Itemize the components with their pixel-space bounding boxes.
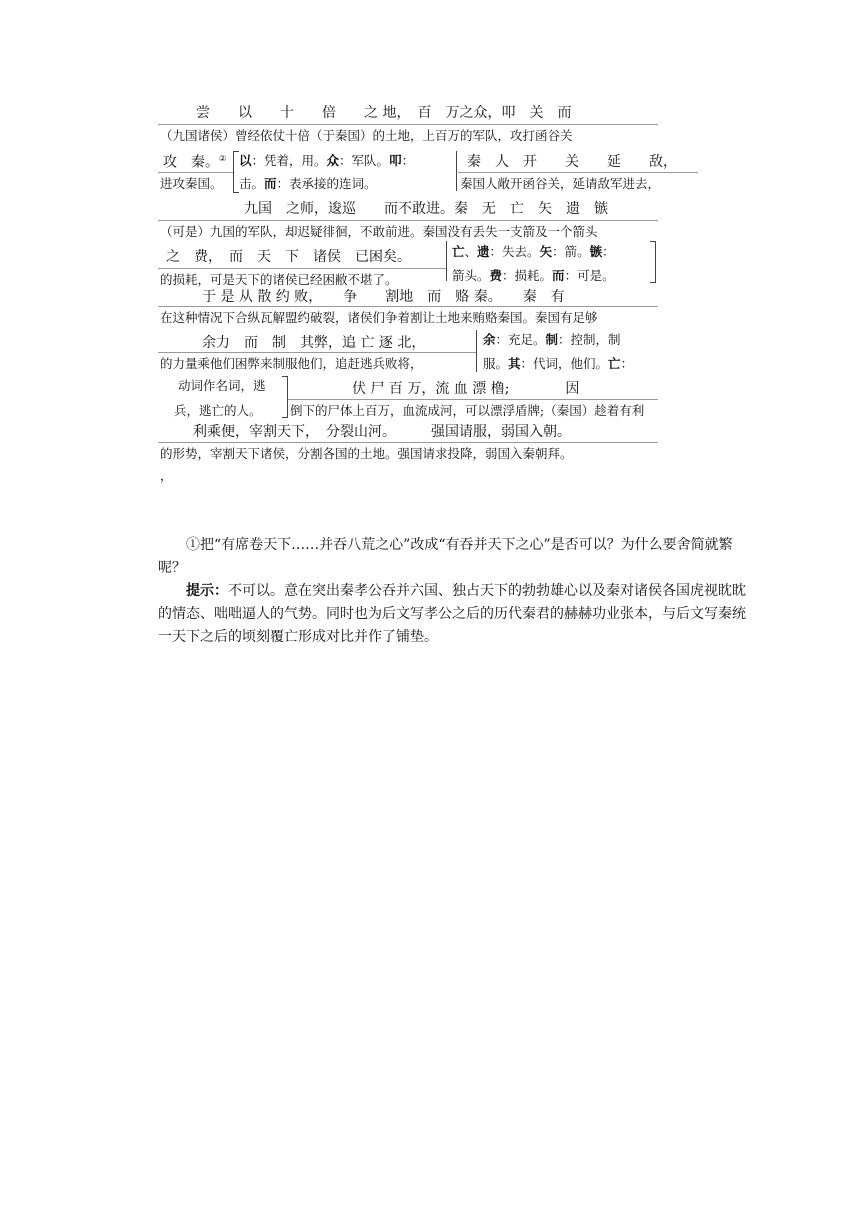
hint-label: 提示：: [186, 583, 228, 599]
stray-comma: ，: [160, 468, 173, 483]
original-line-2b: 秦 人 开 关 延 敌，: [467, 154, 677, 170]
footnote-marker: ②: [219, 154, 227, 163]
annotation-4b: 箭头。费：损耗。而：可是。: [452, 268, 615, 283]
note-bracket-right: [456, 151, 457, 191]
divider: [158, 306, 658, 307]
original-line-5: 于 是 从 散 约 败， 争 割地 而 赂 秦。 秦 有: [202, 289, 565, 305]
divider: [158, 172, 233, 173]
annotation-2b: 击。而：表承接的连词。: [239, 176, 377, 191]
translation-line-4: 的损耗，可是天下的诸侯已经困敝不堪了。: [160, 272, 398, 287]
question-block: [158, 534, 746, 649]
divider: [158, 124, 658, 125]
annotation-7b: 兵，逃亡的人。: [174, 403, 262, 418]
annotation-6b: 服。其：代词，他们。亡：: [483, 356, 634, 371]
annotation-4a: 亡、遗：失去。矢：箭。镞：: [452, 244, 615, 259]
original-line-6: 余力 而 制 其弊，追 亡 逐 北，: [202, 335, 426, 351]
annotation-7a: 动词作名词，逃: [178, 378, 266, 393]
divider: [458, 172, 698, 173]
divider: [158, 268, 446, 269]
translation-line-6: 的力量乘他们困弊来制服他们，追赶逃兵败将，: [160, 356, 423, 371]
translation-line-2a: 进攻秦国。: [160, 176, 223, 191]
divider: [158, 352, 476, 353]
translation-line-1: （九国诸侯）曾经依仗十倍（于秦国）的土地，上百万的军队，攻打函谷关: [160, 128, 573, 143]
original-line-1: 尝 以 十 倍 之 地， 百 万之众，叩 关 而: [196, 105, 572, 121]
translation-line-5: 在这种情况下合纵瓦解盟约破裂，诸侯们争着割让土地来贿赂秦国。秦国有足够: [160, 310, 598, 325]
note-bracket-right: [650, 241, 656, 283]
hint-text: 提示：不可以。意在突出秦孝公吞并六国、独占天下的勃勃雄心以及秦对诸侯各国虎视眈眈的情态、咄咄逼人的气势。同时也为后文写孝公之后的历代秦君的赫赫功业张本，与后文写秦统一天下之后的顷刻覆亡形成对比并作了铺垫。: [158, 583, 746, 645]
question-text: ①把“有席卷天下……并吞八荒之心”改成“有吞并天下之心”是否可以？为什么要舍简就繁呢？: [158, 537, 733, 576]
annotation-2a: 以：凭着，用。众：军队。叩：: [239, 153, 415, 168]
translation-line-2b: 秦国人敞开函谷关，延请敌军进去，: [460, 176, 661, 191]
original-line-3: 九国 之师，逡巡 而不敢进。秦 无 亡 矢 遗 镞: [244, 201, 608, 217]
divider: [158, 220, 658, 221]
original-line-8: 利乘便，宰割天下， 分裂山河。 强国请服，弱国入朝。: [193, 424, 571, 440]
original-line-7: 伏 尸 百 万，流 血 漂 橹; 因: [352, 381, 580, 397]
translation-line-7: 倒下的尸体上百万，血流成河，可以漂浮盾牌;（秦国）趁着有利: [290, 403, 645, 418]
note-bracket-right: [282, 376, 288, 418]
translation-line-8: 的形势，宰割天下诸侯，分割各国的土地。强国请求投降，弱国入秦朝拜。: [160, 446, 573, 461]
original-line-4: 之 费， 而 天 下 诸侯 已困矣。: [166, 249, 411, 265]
translation-line-3: （可是）九国的军队，却迟疑徘徊，不敢前进。秦国没有丢失一支箭及一个箭头: [160, 224, 598, 239]
note-bracket-left: [476, 330, 477, 372]
note-bracket-left: [446, 241, 447, 281]
annotation-6a: 余：充足。制：控制，制: [483, 332, 621, 347]
original-line-2a: 攻 秦。②: [163, 154, 227, 171]
divider: [158, 442, 658, 443]
divider: [288, 399, 658, 400]
